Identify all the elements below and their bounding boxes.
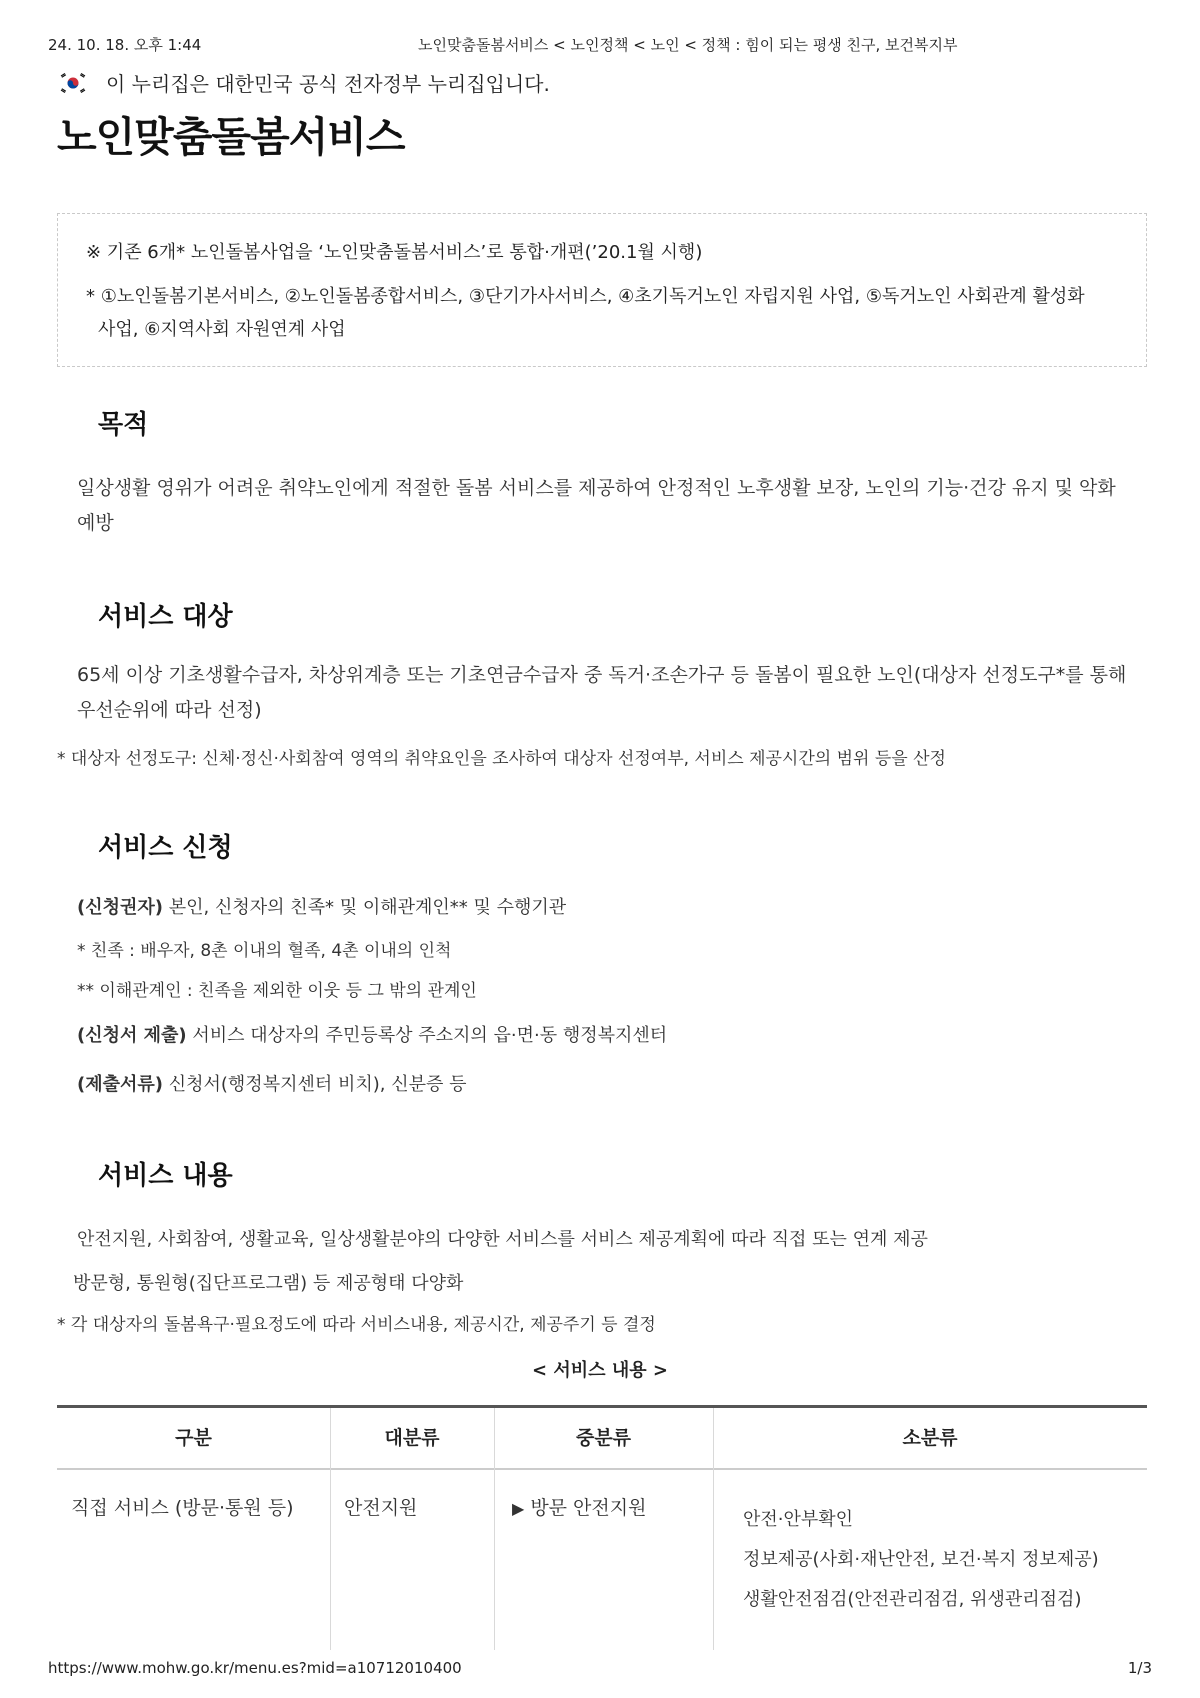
target-text: 65세 이상 기초생활수급자, 차상위계층 또는 기초연금수급자 중 독거·조손가구 등 돌봄이 필요한 노인(대상자 선정도구*를 통해 우선순위에 따라 선정) (77, 664, 1127, 721)
apply-note-relatives: * 친족 : 배우자, 8촌 이내의 혈족, 4촌 이내의 인척 (77, 941, 452, 961)
content-text: 안전지원, 사회참여, 생활교육, 일상생활분야의 다양한 서비스를 서비스 제공계획에 따라 직접 또는 연계 제공 (77, 1229, 928, 1250)
cell-minor-item: 정보제공(사회·재난안전, 보건·복지 정보제공) (743, 1549, 1099, 1570)
print-datetime: 24. 10. 18. 오후 1:44 (48, 36, 202, 54)
apply-row (77, 1067, 467, 1102)
table-header-middle: 중분류 (575, 1427, 632, 1449)
apply-note-interested: ** 이해관계인 : 친족을 제외한 이웃 등 그 밖의 관계인 (77, 981, 477, 1001)
table-divider (494, 1408, 495, 1650)
gov-banner (58, 68, 550, 97)
section-title-purpose: 목적 (98, 410, 149, 440)
play-triangle-icon: ▶ (512, 1499, 525, 1518)
apply-text: 신청서(행정복지센터 비치), 신분증 등 (163, 1074, 467, 1095)
content-text: 방문형, 통원형(집단프로그램) 등 제공형태 다양화 (73, 1273, 464, 1294)
apply-label: (신청서 제출) (77, 1025, 187, 1046)
apply-text: 본인, 신청자의 친족* 및 이해관계인** 및 수행기관 (163, 897, 567, 918)
apply-row (77, 1018, 667, 1053)
section-title-content: 서비스 내용 (98, 1161, 233, 1191)
table-header-row (57, 1408, 1147, 1470)
table-header-category: 구분 (175, 1427, 212, 1449)
purpose-text: 일상생활 영위가 어려운 취약노인에게 적절한 돌봄 서비스를 제공하여 안정적인 노후생활 보장, 노인의 기능·건강 유지 및 악화 예방 (77, 477, 1116, 534)
print-url: https://www.mohw.go.kr/menu.es?mid=a10712010400 (48, 1659, 462, 1677)
cell-category: 직접 서비스 (방문·통원 등) (71, 1497, 294, 1519)
korea-flag-icon (58, 72, 88, 94)
notice-line: ※ 기존 6개* 노인돌봄사업을 ‘노인맞춤돌봄서비스’로 통합·개편(’20.1월 시행) (86, 242, 703, 263)
notice-footnote: * ①노인돌봄기본서비스, ②노인돌봄종합서비스, ③단기가사서비스, ④초기독거노인 자립지원 사업, ⑤독거노인 사회관계 활성화 사업, ⑥지역사회 자원연계 사업 (86, 286, 1085, 340)
cell-middle-text: 방문 안전지원 (530, 1497, 647, 1519)
target-note: * 대상자 선정도구: 신체·정신·사회참여 영역의 취약요인을 조사하여 대상자 선정여부, 서비스 제공시간의 범위 등을 산정 (57, 749, 946, 769)
table-header-major: 대분류 (384, 1427, 440, 1449)
apply-label: (신청권자) (77, 897, 164, 918)
gov-banner-text: 이 누리집은 대한민국 공식 전자정부 누리집입니다. (106, 72, 550, 96)
content-note: * 각 대상자의 돌봄욕구·필요정도에 따라 서비스내용, 제공시간, 제공주기 등 결정 (57, 1315, 656, 1335)
page-number: 1/3 (1127, 1659, 1152, 1677)
notice-box (57, 213, 1147, 367)
apply-row (77, 890, 566, 925)
table-caption: < 서비스 내용 > (532, 1360, 668, 1381)
print-header (48, 34, 1152, 54)
table-divider (713, 1408, 714, 1650)
section-title-apply: 서비스 신청 (98, 833, 233, 863)
table-divider (330, 1408, 331, 1650)
section-title-target: 서비스 대상 (98, 602, 233, 632)
cell-minor-item: 안전·안부확인 (743, 1509, 854, 1530)
page-title: 노인맞춤돌봄서비스 (57, 113, 405, 161)
cell-middle (512, 1493, 646, 1520)
cell-minor-item: 생활안전점검(안전관리점검, 위생관리점검) (743, 1589, 1082, 1610)
cell-major: 안전지원 (344, 1497, 418, 1519)
apply-label: (제출서류) (77, 1074, 164, 1095)
table-header-minor: 소분류 (902, 1427, 958, 1449)
apply-text: 서비스 대상자의 주민등록상 주소지의 읍·면·동 행정복지센터 (186, 1025, 668, 1046)
print-page-title: 노인맞춤돌봄서비스 < 노인정책 < 노인 < 정책 : 힘이 되는 평생 친구, 보건복지부 (418, 36, 958, 54)
